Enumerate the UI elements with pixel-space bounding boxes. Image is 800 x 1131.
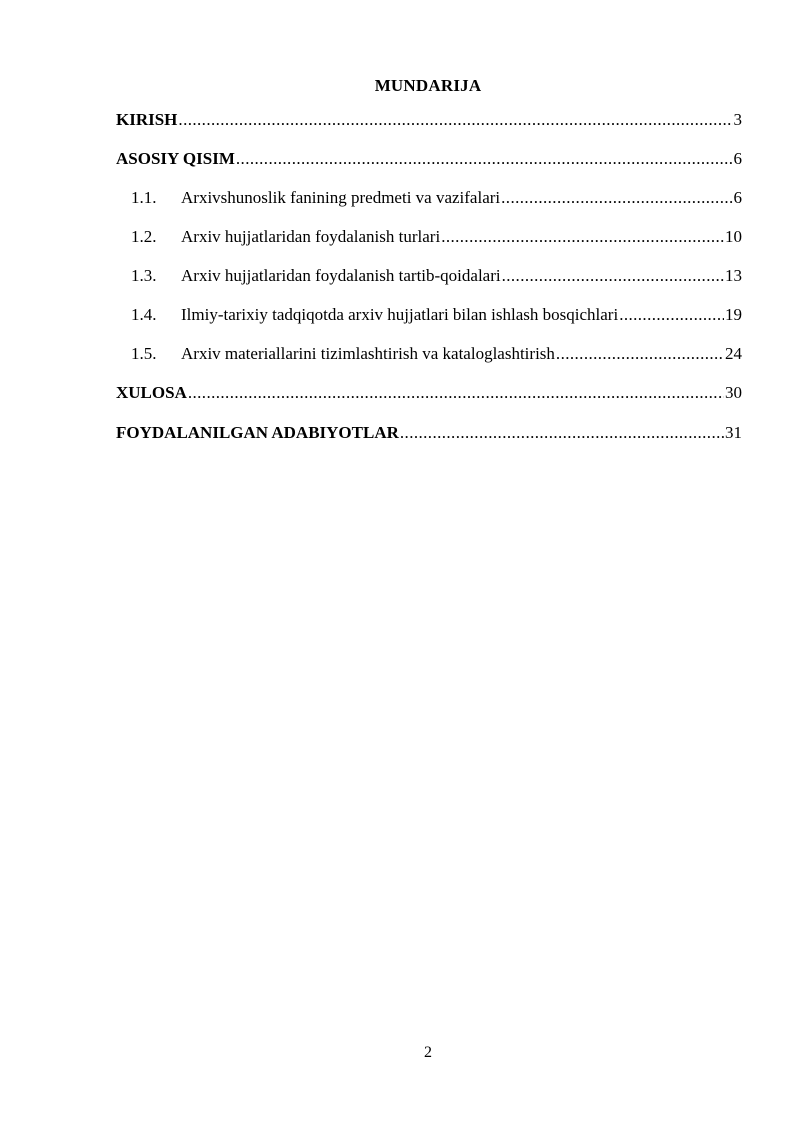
toc-entry-page: 10 — [725, 227, 742, 246]
toc-entry-1-1[interactable] — [116, 186, 742, 210]
toc-entry-number: 1.5. — [131, 344, 157, 363]
toc-entry-page: 30 — [725, 383, 742, 402]
page-title: MUNDARIJA — [374, 76, 482, 95]
toc-entry-number: 1.4. — [131, 305, 157, 324]
toc-entry-label: Arxiv hujjatlaridan foydalanish tartib-qoidalari — [181, 266, 501, 285]
toc-entry-1-5[interactable] — [116, 342, 742, 366]
page-number: 2 — [424, 1044, 432, 1061]
toc-leader-dots — [502, 264, 724, 288]
toc-entry-xulosa[interactable] — [116, 381, 742, 405]
toc-entry-label: KIRISH — [116, 110, 178, 129]
toc-leader-dots — [400, 421, 724, 445]
toc-leader-dots — [619, 303, 724, 327]
toc-entry-label: FOYDALANILGAN ADABIYOTLAR — [116, 423, 399, 442]
toc-entry-1-2[interactable] — [116, 225, 742, 249]
toc-entry-1-3[interactable] — [116, 264, 742, 288]
toc-entry-kirish[interactable] — [116, 108, 742, 132]
toc-entry-label: Arxiv materiallarini tizimlashtirish va kataloglashtirish — [181, 344, 555, 363]
toc-entry-label: Ilmiy-tarixiy tadqiqotda arxiv hujjatlari bilan ishlash bosqichlari — [181, 305, 619, 324]
toc-entry-page: 31 — [725, 423, 742, 442]
toc-leader-dots — [178, 108, 732, 132]
toc-entry-number: 1.1. — [131, 188, 157, 207]
toc-leader-dots — [188, 381, 724, 405]
toc-leader-dots — [236, 147, 733, 171]
toc-leader-dots — [441, 225, 724, 249]
toc-entry-page: 13 — [725, 266, 742, 285]
toc-entry-label: Arxivshunoslik fanining predmeti va vazifalari — [181, 188, 501, 207]
toc-leader-dots — [556, 342, 724, 366]
toc-entry-label: ASOSIY QISIM — [116, 149, 235, 168]
toc-entry-page: 6 — [733, 188, 742, 207]
toc-entry-label: Arxiv hujjatlaridan foydalanish turlari — [181, 227, 441, 246]
toc-entry-1-4[interactable] — [116, 303, 742, 327]
toc-entry-number: 1.3. — [131, 266, 157, 285]
toc-entry-foydalanilgan-adabiyotlar[interactable] — [116, 421, 742, 445]
toc-entry-page: 19 — [725, 305, 742, 324]
toc-entry-page: 6 — [733, 149, 742, 168]
toc-entry-number: 1.2. — [131, 227, 157, 246]
toc-entry-label: XULOSA — [116, 383, 187, 402]
toc-leader-dots — [501, 186, 732, 210]
toc-entry-asosiy-qisim[interactable] — [116, 147, 742, 171]
toc-entry-page: 24 — [725, 344, 742, 363]
toc-entry-page: 3 — [733, 110, 742, 129]
